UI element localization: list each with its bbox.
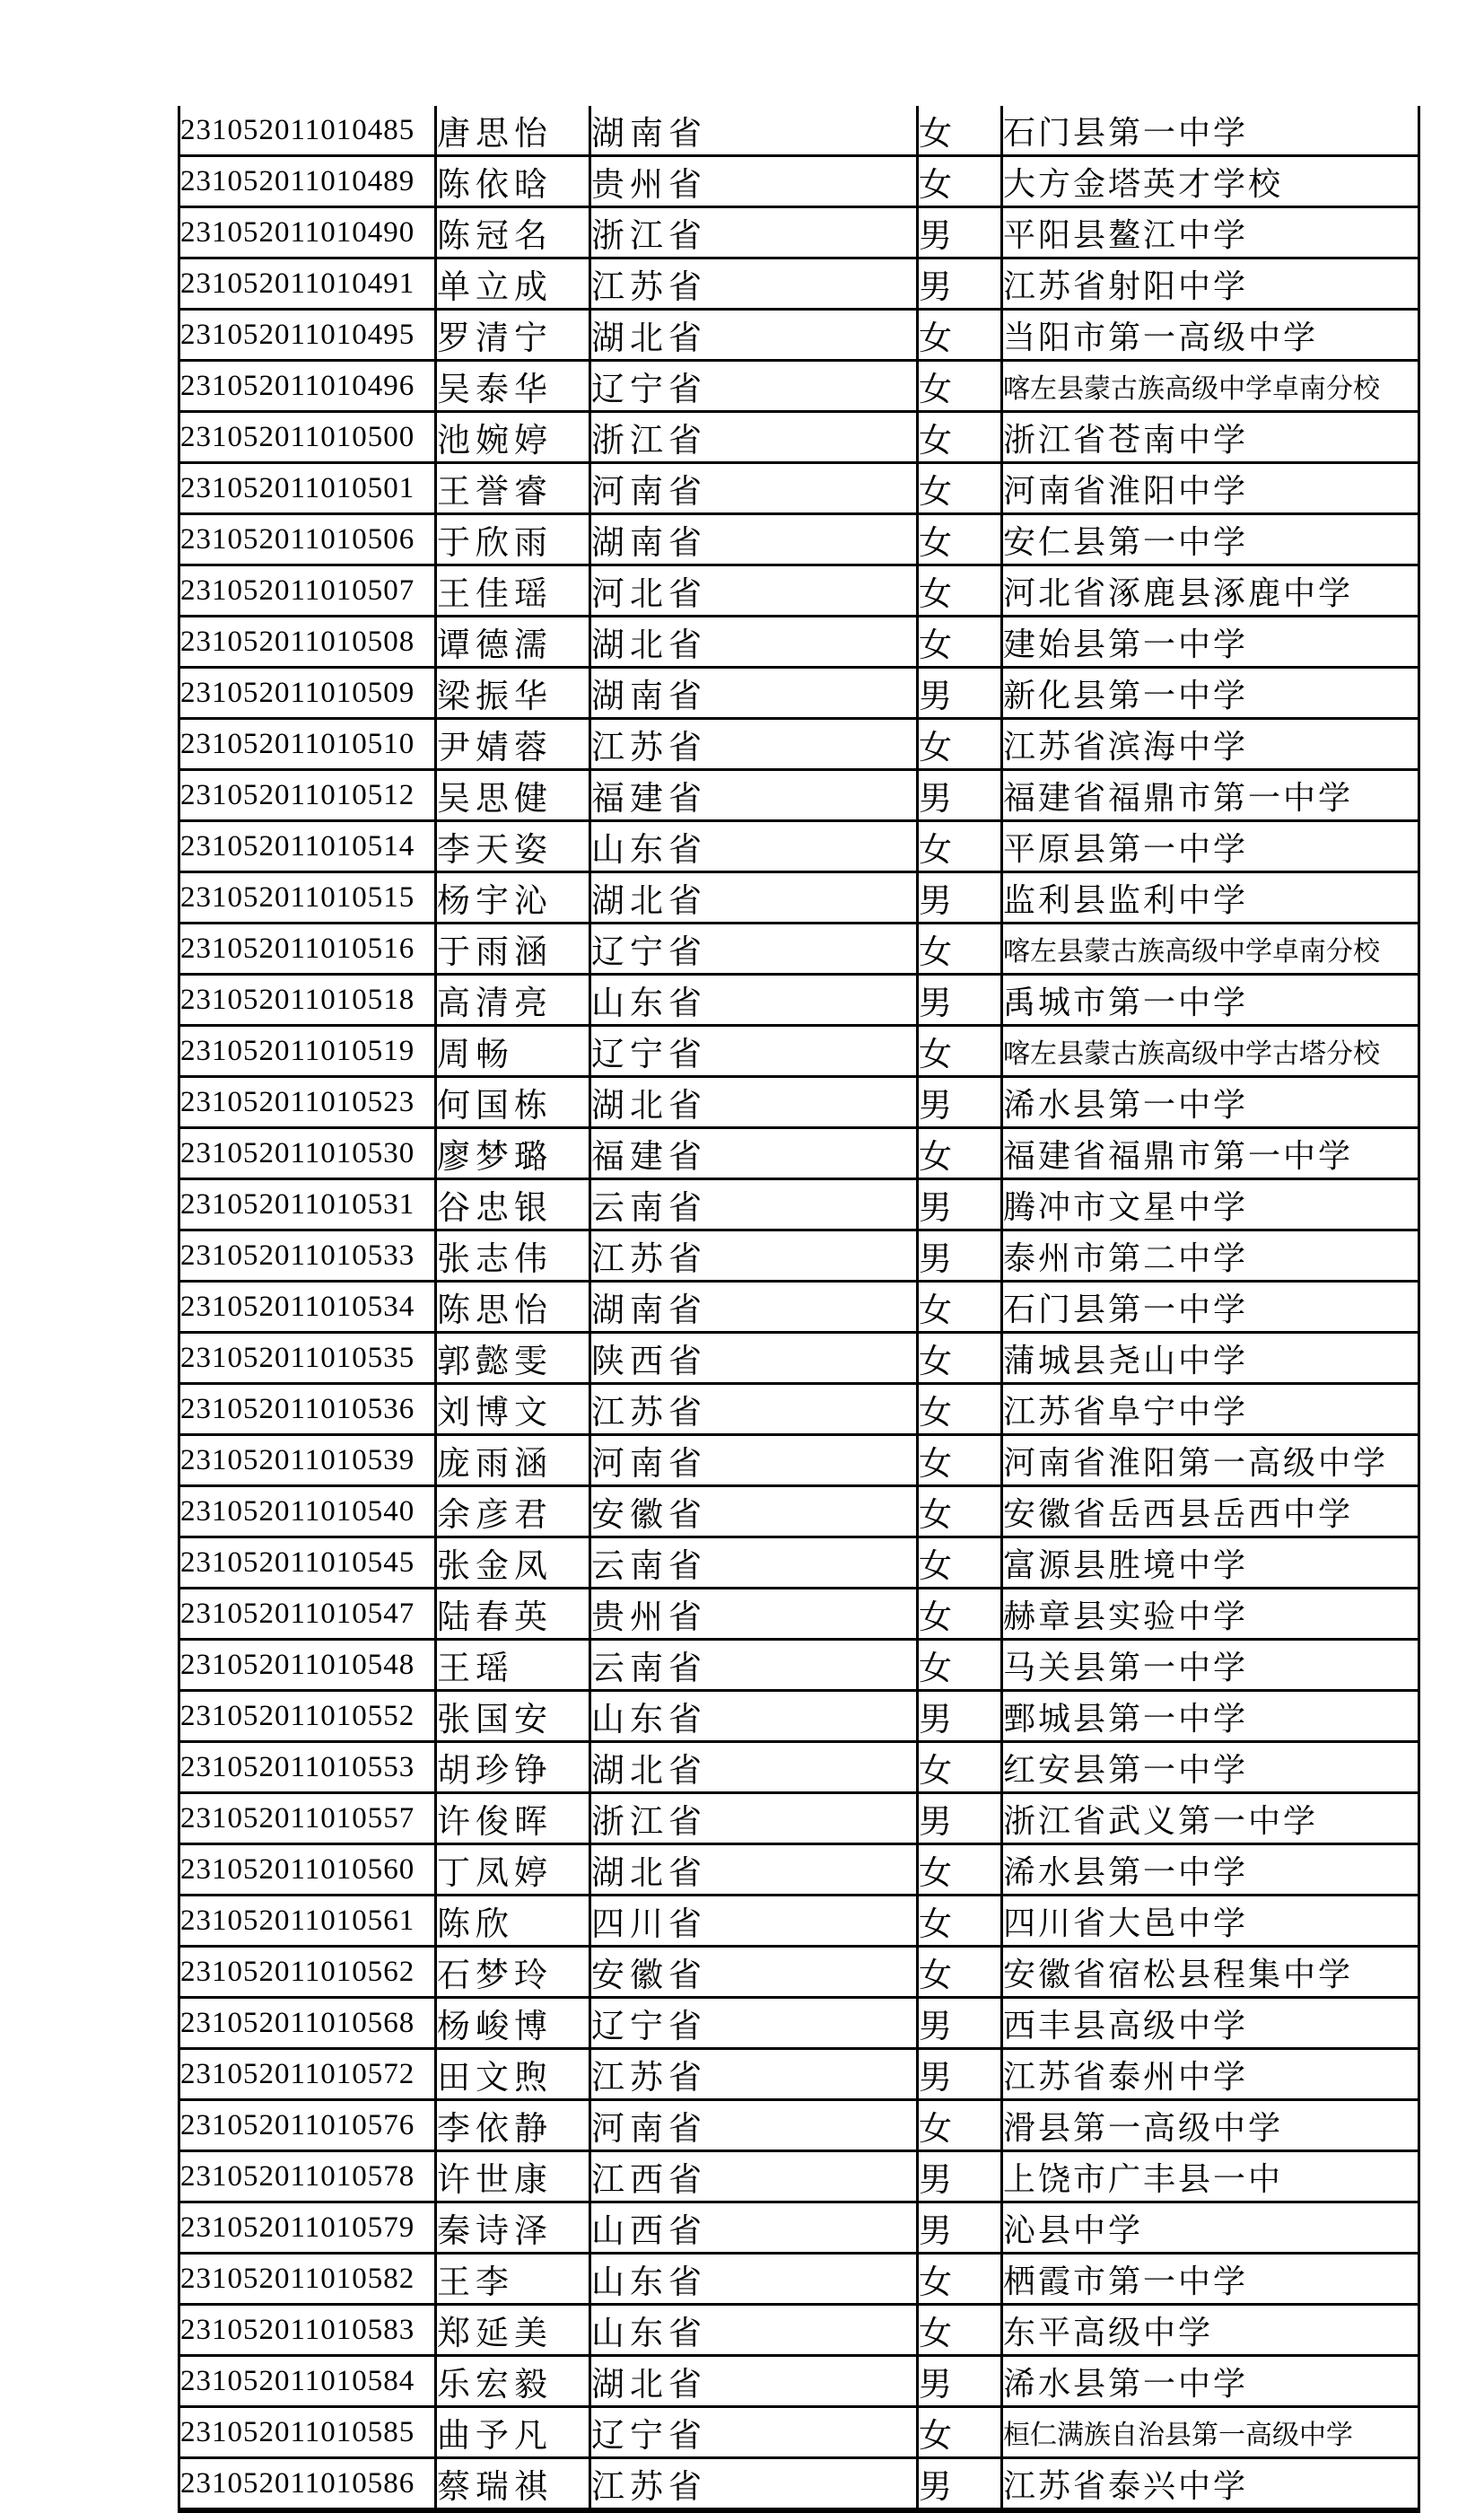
- school-cell: 江苏省射阳中学: [1002, 258, 1419, 310]
- exam-id-cell: 231052011010515: [179, 872, 436, 924]
- province-cell: 辽宁省: [590, 924, 918, 975]
- scanned-roster-page: [178, 106, 1420, 2513]
- exam-id-cell: 231052011010534: [179, 1282, 436, 1333]
- exam-id-cell: 231052011010582: [179, 2254, 436, 2305]
- gender-cell: 女: [918, 1742, 1002, 1793]
- province-cell: 湖北省: [590, 2356, 918, 2407]
- gender-cell: 男: [918, 1691, 1002, 1742]
- gender-cell: 女: [918, 565, 1002, 617]
- name-cell: 廖梦璐: [436, 1128, 590, 1179]
- school-cell: 安仁县第一中学: [1002, 514, 1419, 565]
- province-cell: 辽宁省: [590, 1026, 918, 1077]
- table-row: [179, 156, 1419, 207]
- school-cell: 鄄城县第一中学: [1002, 1691, 1419, 1742]
- province-cell: 山东省: [590, 2254, 918, 2305]
- table-row: [179, 1179, 1419, 1230]
- province-cell: 山西省: [590, 2202, 918, 2254]
- province-cell: 河北省: [590, 565, 918, 617]
- name-cell: 吴思健: [436, 770, 590, 821]
- name-cell: 高清亮: [436, 975, 590, 1026]
- name-cell: 于雨涵: [436, 924, 590, 975]
- school-cell: 石门县第一中学: [1002, 106, 1419, 156]
- province-cell: 山东省: [590, 1691, 918, 1742]
- table-row: [179, 1077, 1419, 1128]
- gender-cell: 男: [918, 770, 1002, 821]
- exam-id-cell: 231052011010530: [179, 1128, 436, 1179]
- gender-cell: 女: [918, 1844, 1002, 1896]
- province-cell: 湖北省: [590, 617, 918, 668]
- table-row: [179, 1230, 1419, 1282]
- school-cell: 大方金塔英才学校: [1002, 156, 1419, 207]
- province-cell: 云南省: [590, 1179, 918, 1230]
- exam-id-cell: 231052011010584: [179, 2356, 436, 2407]
- province-cell: 贵州省: [590, 156, 918, 207]
- school-cell: 当阳市第一高级中学: [1002, 310, 1419, 361]
- gender-cell: 男: [918, 207, 1002, 258]
- table-row: [179, 617, 1419, 668]
- school-cell: 江苏省阜宁中学: [1002, 1384, 1419, 1435]
- name-cell: 罗清宁: [436, 310, 590, 361]
- school-cell: 浠水县第一中学: [1002, 2356, 1419, 2407]
- table-row: [179, 1435, 1419, 1486]
- school-cell: 栖霞市第一中学: [1002, 2254, 1419, 2305]
- name-cell: 石梦玲: [436, 1947, 590, 1998]
- gender-cell: 女: [918, 412, 1002, 463]
- gender-cell: 女: [918, 2407, 1002, 2458]
- name-cell: 谭德濡: [436, 617, 590, 668]
- exam-id-cell: 231052011010496: [179, 361, 436, 412]
- name-cell: 王佳瑶: [436, 565, 590, 617]
- province-cell: 江苏省: [590, 2458, 918, 2511]
- table-row: [179, 1026, 1419, 1077]
- school-cell: 浠水县第一中学: [1002, 1077, 1419, 1128]
- table-row: [179, 106, 1419, 156]
- gender-cell: 女: [918, 2254, 1002, 2305]
- name-cell: 张国安: [436, 1691, 590, 1742]
- exam-id-cell: 231052011010540: [179, 1486, 436, 1537]
- name-cell: 谷忠银: [436, 1179, 590, 1230]
- gender-cell: 女: [918, 719, 1002, 770]
- gender-cell: 女: [918, 1486, 1002, 1537]
- gender-cell: 女: [918, 1384, 1002, 1435]
- province-cell: 湖南省: [590, 106, 918, 156]
- gender-cell: 女: [918, 1537, 1002, 1589]
- table-row: [179, 1333, 1419, 1384]
- exam-id-cell: 231052011010586: [179, 2458, 436, 2511]
- gender-cell: 男: [918, 2458, 1002, 2511]
- student-roster-body: [179, 106, 1419, 2510]
- school-cell: 蒲城县尧山中学: [1002, 1333, 1419, 1384]
- table-row: [179, 2407, 1419, 2458]
- exam-id-cell: 231052011010561: [179, 1896, 436, 1947]
- exam-id-cell: 231052011010548: [179, 1640, 436, 1691]
- name-cell: 池婉婷: [436, 412, 590, 463]
- table-row: [179, 2049, 1419, 2100]
- table-row: [179, 412, 1419, 463]
- province-cell: 湖北省: [590, 1844, 918, 1896]
- province-cell: 辽宁省: [590, 1998, 918, 2049]
- school-cell: 喀左县蒙古族高级中学卓南分校: [1002, 924, 1419, 975]
- table-row: [179, 258, 1419, 310]
- gender-cell: 女: [918, 106, 1002, 156]
- gender-cell: 男: [918, 1179, 1002, 1230]
- name-cell: 吴泰华: [436, 361, 590, 412]
- exam-id-cell: 231052011010568: [179, 1998, 436, 2049]
- gender-cell: 男: [918, 668, 1002, 719]
- school-cell: 禹城市第一中学: [1002, 975, 1419, 1026]
- province-cell: 湖北省: [590, 1077, 918, 1128]
- exam-id-cell: 231052011010509: [179, 668, 436, 719]
- school-cell: 沁县中学: [1002, 2202, 1419, 2254]
- table-row: [179, 1537, 1419, 1589]
- school-cell: 西丰县高级中学: [1002, 1998, 1419, 2049]
- table-row: [179, 1844, 1419, 1896]
- table-row: [179, 1589, 1419, 1640]
- table-row: [179, 2254, 1419, 2305]
- exam-id-cell: 231052011010539: [179, 1435, 436, 1486]
- table-row: [179, 565, 1419, 617]
- school-cell: 东平高级中学: [1002, 2305, 1419, 2356]
- province-cell: 山东省: [590, 975, 918, 1026]
- gender-cell: 男: [918, 1998, 1002, 2049]
- table-row: [179, 2100, 1419, 2151]
- table-row: [179, 1896, 1419, 1947]
- gender-cell: 女: [918, 2100, 1002, 2151]
- exam-id-cell: 231052011010508: [179, 617, 436, 668]
- name-cell: 王瑶: [436, 1640, 590, 1691]
- name-cell: 张金凤: [436, 1537, 590, 1589]
- gender-cell: 男: [918, 2151, 1002, 2202]
- exam-id-cell: 231052011010485: [179, 106, 436, 156]
- table-row: [179, 1947, 1419, 1998]
- province-cell: 河南省: [590, 463, 918, 514]
- table-row: [179, 924, 1419, 975]
- school-cell: 浠水县第一中学: [1002, 1844, 1419, 1896]
- gender-cell: 男: [918, 1230, 1002, 1282]
- province-cell: 陕西省: [590, 1333, 918, 1384]
- table-row: [179, 975, 1419, 1026]
- school-cell: 监利县监利中学: [1002, 872, 1419, 924]
- province-cell: 湖南省: [590, 1282, 918, 1333]
- name-cell: 丁凤婷: [436, 1844, 590, 1896]
- gender-cell: 男: [918, 872, 1002, 924]
- name-cell: 尹婧蓉: [436, 719, 590, 770]
- table-row: [179, 310, 1419, 361]
- school-cell: 喀左县蒙古族高级中学古塔分校: [1002, 1026, 1419, 1077]
- school-cell: 四川省大邑中学: [1002, 1896, 1419, 1947]
- province-cell: 云南省: [590, 1640, 918, 1691]
- name-cell: 陈思怡: [436, 1282, 590, 1333]
- gender-cell: 女: [918, 1026, 1002, 1077]
- table-row: [179, 1793, 1419, 1844]
- school-cell: 建始县第一中学: [1002, 617, 1419, 668]
- gender-cell: 女: [918, 617, 1002, 668]
- name-cell: 李依静: [436, 2100, 590, 2151]
- exam-id-cell: 231052011010490: [179, 207, 436, 258]
- gender-cell: 女: [918, 156, 1002, 207]
- exam-id-cell: 231052011010506: [179, 514, 436, 565]
- exam-id-cell: 231052011010514: [179, 821, 436, 872]
- exam-id-cell: 231052011010518: [179, 975, 436, 1026]
- province-cell: 四川省: [590, 1896, 918, 1947]
- exam-id-cell: 231052011010545: [179, 1537, 436, 1589]
- exam-id-cell: 231052011010557: [179, 1793, 436, 1844]
- exam-id-cell: 231052011010533: [179, 1230, 436, 1282]
- school-cell: 浙江省苍南中学: [1002, 412, 1419, 463]
- province-cell: 福建省: [590, 1128, 918, 1179]
- school-cell: 富源县胜境中学: [1002, 1537, 1419, 1589]
- gender-cell: 男: [918, 2356, 1002, 2407]
- school-cell: 平阳县鳌江中学: [1002, 207, 1419, 258]
- name-cell: 乐宏毅: [436, 2356, 590, 2407]
- table-row: [179, 1486, 1419, 1537]
- school-cell: 红安县第一中学: [1002, 1742, 1419, 1793]
- gender-cell: 男: [918, 258, 1002, 310]
- province-cell: 山东省: [590, 2305, 918, 2356]
- school-cell: 河南省淮阳中学: [1002, 463, 1419, 514]
- province-cell: 湖北省: [590, 310, 918, 361]
- table-row: [179, 207, 1419, 258]
- name-cell: 余彦君: [436, 1486, 590, 1537]
- gender-cell: 女: [918, 924, 1002, 975]
- name-cell: 陆春英: [436, 1589, 590, 1640]
- name-cell: 蔡瑞祺: [436, 2458, 590, 2511]
- table-row: [179, 1998, 1419, 2049]
- gender-cell: 男: [918, 2049, 1002, 2100]
- province-cell: 湖北省: [590, 1742, 918, 1793]
- school-cell: 安徽省岳西县岳西中学: [1002, 1486, 1419, 1537]
- gender-cell: 女: [918, 2305, 1002, 2356]
- gender-cell: 女: [918, 1589, 1002, 1640]
- exam-id-cell: 231052011010523: [179, 1077, 436, 1128]
- name-cell: 许俊晖: [436, 1793, 590, 1844]
- province-cell: 福建省: [590, 770, 918, 821]
- exam-id-cell: 231052011010535: [179, 1333, 436, 1384]
- exam-id-cell: 231052011010501: [179, 463, 436, 514]
- province-cell: 江苏省: [590, 2049, 918, 2100]
- gender-cell: 女: [918, 1282, 1002, 1333]
- table-row: [179, 2151, 1419, 2202]
- exam-id-cell: 231052011010510: [179, 719, 436, 770]
- name-cell: 曲予凡: [436, 2407, 590, 2458]
- table-row: [179, 1384, 1419, 1435]
- province-cell: 安徽省: [590, 1947, 918, 1998]
- name-cell: 秦诗泽: [436, 2202, 590, 2254]
- school-cell: 喀左县蒙古族高级中学卓南分校: [1002, 361, 1419, 412]
- province-cell: 安徽省: [590, 1486, 918, 1537]
- name-cell: 李天姿: [436, 821, 590, 872]
- table-row: [179, 361, 1419, 412]
- school-cell: 泰州市第二中学: [1002, 1230, 1419, 1282]
- name-cell: 单立成: [436, 258, 590, 310]
- school-cell: 江苏省泰州中学: [1002, 2049, 1419, 2100]
- school-cell: 福建省福鼎市第一中学: [1002, 770, 1419, 821]
- school-cell: 新化县第一中学: [1002, 668, 1419, 719]
- table-row: [179, 514, 1419, 565]
- province-cell: 辽宁省: [590, 361, 918, 412]
- gender-cell: 男: [918, 975, 1002, 1026]
- exam-id-cell: 231052011010512: [179, 770, 436, 821]
- school-cell: 马关县第一中学: [1002, 1640, 1419, 1691]
- school-cell: 安徽省宿松县程集中学: [1002, 1947, 1419, 1998]
- gender-cell: 女: [918, 821, 1002, 872]
- gender-cell: 女: [918, 1333, 1002, 1384]
- province-cell: 云南省: [590, 1537, 918, 1589]
- school-cell: 浙江省武义第一中学: [1002, 1793, 1419, 1844]
- gender-cell: 女: [918, 1435, 1002, 1486]
- exam-id-cell: 231052011010500: [179, 412, 436, 463]
- exam-id-cell: 231052011010562: [179, 1947, 436, 1998]
- exam-id-cell: 231052011010519: [179, 1026, 436, 1077]
- gender-cell: 男: [918, 1077, 1002, 1128]
- exam-id-cell: 231052011010583: [179, 2305, 436, 2356]
- school-cell: 石门县第一中学: [1002, 1282, 1419, 1333]
- province-cell: 江苏省: [590, 719, 918, 770]
- exam-id-cell: 231052011010489: [179, 156, 436, 207]
- province-cell: 浙江省: [590, 207, 918, 258]
- student-roster-table: [178, 106, 1420, 2513]
- school-cell: 江苏省泰兴中学: [1002, 2458, 1419, 2511]
- exam-id-cell: 231052011010507: [179, 565, 436, 617]
- province-cell: 山东省: [590, 821, 918, 872]
- name-cell: 周畅: [436, 1026, 590, 1077]
- exam-id-cell: 231052011010553: [179, 1742, 436, 1793]
- name-cell: 陈冠名: [436, 207, 590, 258]
- school-cell: 福建省福鼎市第一中学: [1002, 1128, 1419, 1179]
- province-cell: 江苏省: [590, 1230, 918, 1282]
- name-cell: 唐思怡: [436, 106, 590, 156]
- exam-id-cell: 231052011010516: [179, 924, 436, 975]
- name-cell: 于欣雨: [436, 514, 590, 565]
- exam-id-cell: 231052011010576: [179, 2100, 436, 2151]
- gender-cell: 女: [918, 463, 1002, 514]
- name-cell: 杨峻博: [436, 1998, 590, 2049]
- exam-id-cell: 231052011010552: [179, 1691, 436, 1742]
- province-cell: 河南省: [590, 1435, 918, 1486]
- table-row: [179, 1128, 1419, 1179]
- province-cell: 河南省: [590, 2100, 918, 2151]
- school-cell: 上饶市广丰县一中: [1002, 2151, 1419, 2202]
- province-cell: 湖南省: [590, 668, 918, 719]
- school-cell: 滑县第一高级中学: [1002, 2100, 1419, 2151]
- name-cell: 张志伟: [436, 1230, 590, 1282]
- name-cell: 陈依晗: [436, 156, 590, 207]
- exam-id-cell: 231052011010491: [179, 258, 436, 310]
- exam-id-cell: 231052011010578: [179, 2151, 436, 2202]
- school-cell: 腾冲市文星中学: [1002, 1179, 1419, 1230]
- province-cell: 贵州省: [590, 1589, 918, 1640]
- table-row: [179, 1640, 1419, 1691]
- province-cell: 辽宁省: [590, 2407, 918, 2458]
- name-cell: 庞雨涵: [436, 1435, 590, 1486]
- table-row: [179, 1282, 1419, 1333]
- name-cell: 胡珍铮: [436, 1742, 590, 1793]
- gender-cell: 男: [918, 2202, 1002, 2254]
- name-cell: 田文煦: [436, 2049, 590, 2100]
- name-cell: 郑延美: [436, 2305, 590, 2356]
- school-cell: 平原县第一中学: [1002, 821, 1419, 872]
- gender-cell: 女: [918, 514, 1002, 565]
- province-cell: 湖北省: [590, 872, 918, 924]
- school-cell: 赫章县实验中学: [1002, 1589, 1419, 1640]
- exam-id-cell: 231052011010531: [179, 1179, 436, 1230]
- name-cell: 梁振华: [436, 668, 590, 719]
- exam-id-cell: 231052011010536: [179, 1384, 436, 1435]
- school-cell: 河南省淮阳第一高级中学: [1002, 1435, 1419, 1486]
- exam-id-cell: 231052011010495: [179, 310, 436, 361]
- exam-id-cell: 231052011010572: [179, 2049, 436, 2100]
- gender-cell: 女: [918, 1896, 1002, 1947]
- table-row: [179, 2305, 1419, 2356]
- exam-id-cell: 231052011010579: [179, 2202, 436, 2254]
- gender-cell: 女: [918, 1128, 1002, 1179]
- gender-cell: 男: [918, 1793, 1002, 1844]
- table-row: [179, 668, 1419, 719]
- school-cell: 江苏省滨海中学: [1002, 719, 1419, 770]
- table-row: [179, 770, 1419, 821]
- gender-cell: 女: [918, 1640, 1002, 1691]
- table-row: [179, 1691, 1419, 1742]
- name-cell: 许世康: [436, 2151, 590, 2202]
- exam-id-cell: 231052011010585: [179, 2407, 436, 2458]
- table-row: [179, 872, 1419, 924]
- name-cell: 王李: [436, 2254, 590, 2305]
- name-cell: 王誉睿: [436, 463, 590, 514]
- school-cell: 桓仁满族自治县第一高级中学: [1002, 2407, 1419, 2458]
- gender-cell: 女: [918, 310, 1002, 361]
- table-row: [179, 1742, 1419, 1793]
- name-cell: 陈欣: [436, 1896, 590, 1947]
- name-cell: 刘博文: [436, 1384, 590, 1435]
- table-row: [179, 463, 1419, 514]
- province-cell: 浙江省: [590, 412, 918, 463]
- school-cell: 河北省涿鹿县涿鹿中学: [1002, 565, 1419, 617]
- table-row: [179, 719, 1419, 770]
- exam-id-cell: 231052011010547: [179, 1589, 436, 1640]
- name-cell: 郭懿雯: [436, 1333, 590, 1384]
- province-cell: 江苏省: [590, 1384, 918, 1435]
- name-cell: 何国栋: [436, 1077, 590, 1128]
- table-row: [179, 2458, 1419, 2511]
- gender-cell: 女: [918, 1947, 1002, 1998]
- table-row: [179, 2202, 1419, 2254]
- table-row: [179, 2356, 1419, 2407]
- table-row: [179, 821, 1419, 872]
- province-cell: 江西省: [590, 2151, 918, 2202]
- name-cell: 杨宇沁: [436, 872, 590, 924]
- gender-cell: 女: [918, 361, 1002, 412]
- province-cell: 浙江省: [590, 1793, 918, 1844]
- province-cell: 江苏省: [590, 258, 918, 310]
- exam-id-cell: 231052011010560: [179, 1844, 436, 1896]
- province-cell: 湖南省: [590, 514, 918, 565]
